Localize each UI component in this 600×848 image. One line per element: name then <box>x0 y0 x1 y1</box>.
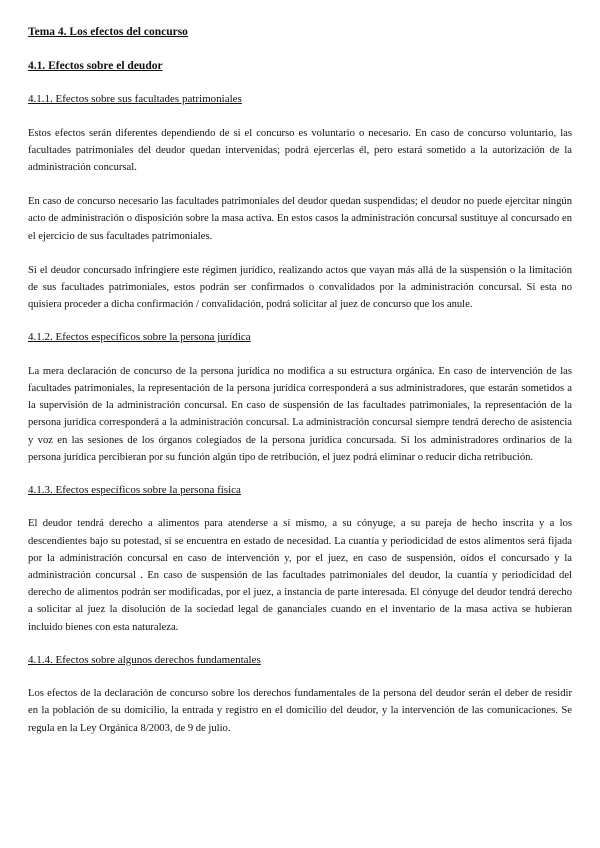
subsection-persona-juridica <box>28 330 572 466</box>
subsection-heading: 4.1.4. Efectos sobre algunos derechos fundamentales <box>28 653 261 666</box>
section-title: 4.1. Efectos sobre el deudor <box>28 60 163 73</box>
subsection-heading: 4.1.1. Efectos sobre sus facultades patrimoniales <box>28 93 242 106</box>
subsection-persona-fisica <box>28 483 572 636</box>
paragraph: Estos efectos serán diferentes dependiendo de si el concurso es voluntario o necesario. En caso de concurso voluntario, las facultades patrimoniales del deudor quedan intervenidas; podrá ejercerlas él, pero estará sometido a la autorización de la administración concursal. <box>28 127 572 173</box>
document-title: Tema 4. Los efectos del concurso <box>28 26 188 38</box>
paragraph: Si el deudor concursado infringiere este régimen jurídico, realizando actos que vayan más allá de la suspensión o la limitación de sus facultades patrimoniales, estos podrán ser confirmados o convalidados por la administración concursal. Si esta no quisiera proceder a dicha confirmación / convalidación, podrá solicitar al juez de concurso que los anule. <box>28 264 572 311</box>
subsection-facultades-patrimoniales <box>28 92 572 313</box>
subsection-derechos-fundamentales <box>28 653 572 737</box>
paragraph: El deudor tendrá derecho a alimentos para atenderse a sí mismo, a su cónyuge, a su pareja de hecho inscrita y a los descendientes bajo su potestad, si se encuentra en estado de necesidad. La cuantía y periodicidad de estos alimentos será fijada por la administración concursal en caso de intervención y, por el juez, en caso de suspensión, oídos el concursado y la administración concursal . En caso de suspensión de las facultades patrimoniales del deudor, la cuantía y periodicidad del derecho de alimentos podrán ser modificadas, por el juez, a instancia de parte interesada. El cónyuge del deudor tendrá derecho a solicitar al juez la disolución de la sociedad legal de gananciales cuando en el inventario de la masa activa se hubieran incluido bienes con esta naturaleza. <box>28 518 572 633</box>
subsection-heading: 4.1.3. Efectos específicos sobre la persona física <box>28 484 241 497</box>
document-page <box>28 24 572 754</box>
paragraph: La mera declaración de concurso de la persona jurídica no modifica a su estructura orgánica. En caso de intervención de las facultades patrimoniales, la representación de la persona jurídica corresponderá a sus administradores, que estarán sometidos a la supervisión de la administración concursal. En caso de suspensión de las facultades patrimoniales, la representación de la persona jurídica corresponderá a la administración concursal. La administración concursal siempre tendrá derecho de asistencia y voz en las sesiones de los órganos colegiados de la persona jurídica concursada. Si los administradores ordinarios de la persona jurídica percibieran por su función algún tipo de retribución, el juez podrá eliminar o reducir dicha retribución. <box>28 365 572 463</box>
paragraph: En caso de concurso necesario las facultades patrimoniales del deudor quedan suspendidas; el deudor no puede ejercitar ningún acto de administración o disposición sobre la masa activa. En estos casos la administración concursal sustituye al concursado en el ejercicio de sus facultades patrimoniales. <box>28 196 572 242</box>
subsection-heading: 4.1.2. Efectos específicos sobre la persona jurídica <box>28 331 251 344</box>
paragraph: Los efectos de la declaración de concurso sobre los derechos fundamentales de la persona del deudor serán el deber de residir en la población de su domicilio, la entrada y registro en el domicilio del deudor, y la intervención de las comunicaciones. Se regula en la Ley Orgánica 8/2003, de 9 de julio. <box>28 688 572 734</box>
